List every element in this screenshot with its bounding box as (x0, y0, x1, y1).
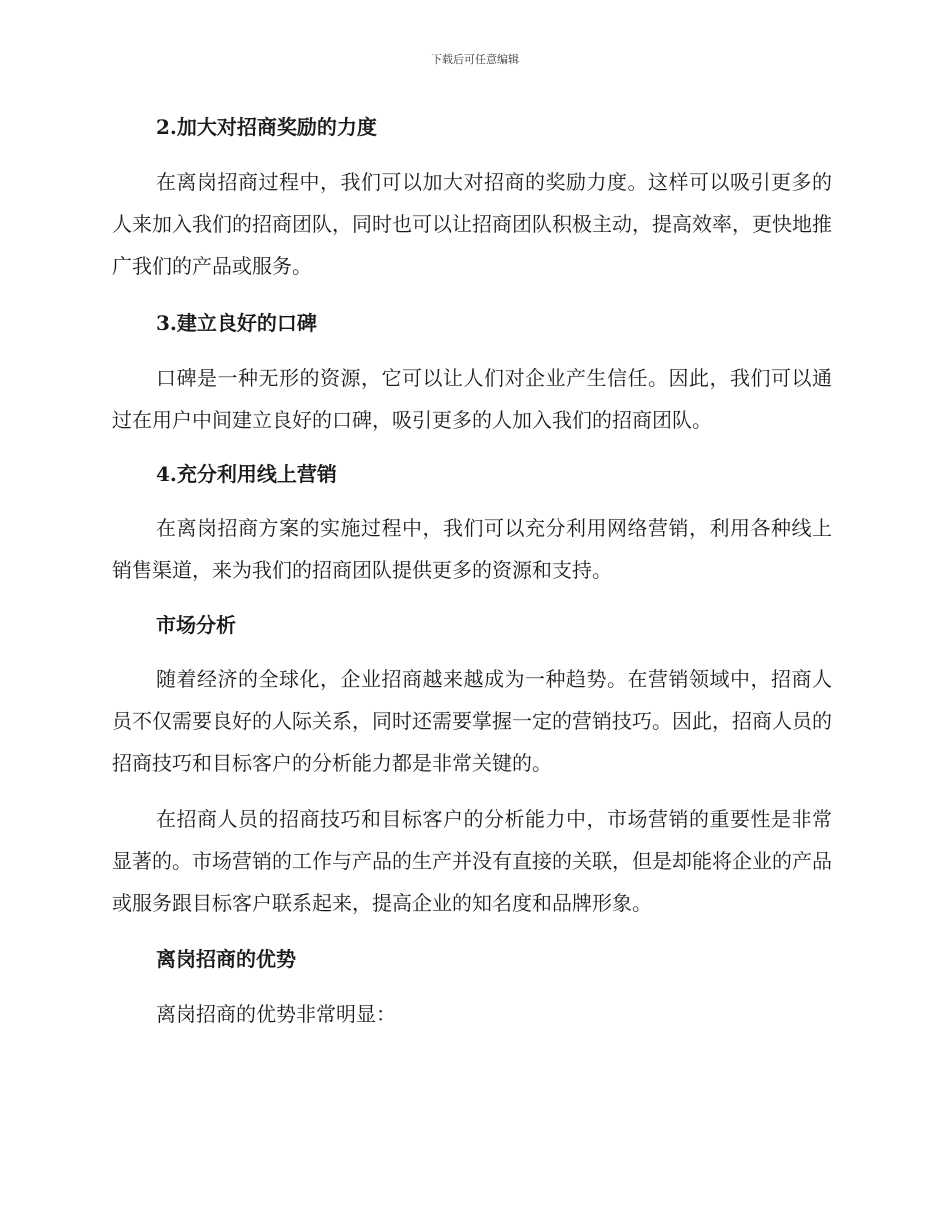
section-heading-market-analysis: 市场分析 (156, 613, 236, 637)
section-heading-advantages: 离岗招商的优势 (156, 947, 296, 971)
section-heading-reward: 2.加大对招商奖励的力度 (156, 115, 377, 139)
section-heading-online-marketing: 4.充分利用线上营销 (156, 462, 337, 486)
paragraph-online-marketing: 在离岗招商方案的实施过程中，我们可以充分利用网络营销，利用各种线上销售渠道，来为我们的招商团队提供更多的资源和支持。 (112, 516, 832, 582)
paragraph-reward: 在离岗招商过程中，我们可以加大对招商的奖励力度。这样可以吸引更多的人来加入我们的招商团队，同时也可以让招商团队积极主动，提高效率，更快地推广我们的产品或服务。 (112, 170, 832, 278)
paragraph-reputation: 口碑是一种无形的资源，它可以让人们对企业产生信任。因此，我们可以通过在用户中间建立良好的口碑，吸引更多的人加入我们的招商团队。 (112, 366, 832, 432)
paragraph-market-analysis-1: 随着经济的全球化，企业招商越来越成为一种趋势。在营销领域中，招商人员不仅需要良好的人际关系，同时还需要掌握一定的营销技巧。因此，招商人员的招商技巧和目标客户的分析能力都是非常关键的。 (112, 667, 832, 775)
section-heading-reputation: 3.建立良好的口碑 (156, 311, 317, 335)
paragraph-market-analysis-2: 在招商人员的招商技巧和目标客户的分析能力中，市场营销的重要性是非常显著的。市场营销的工作与产品的生产并没有直接的关联，但是却能将企业的产品或服务跟目标客户联系起来，提高企业的知名度和品牌形象。 (112, 807, 832, 915)
page-header: 下载后可任意编辑 (431, 53, 519, 66)
paragraph-advantages: 离岗招商的优势非常明显： (156, 1002, 396, 1026)
